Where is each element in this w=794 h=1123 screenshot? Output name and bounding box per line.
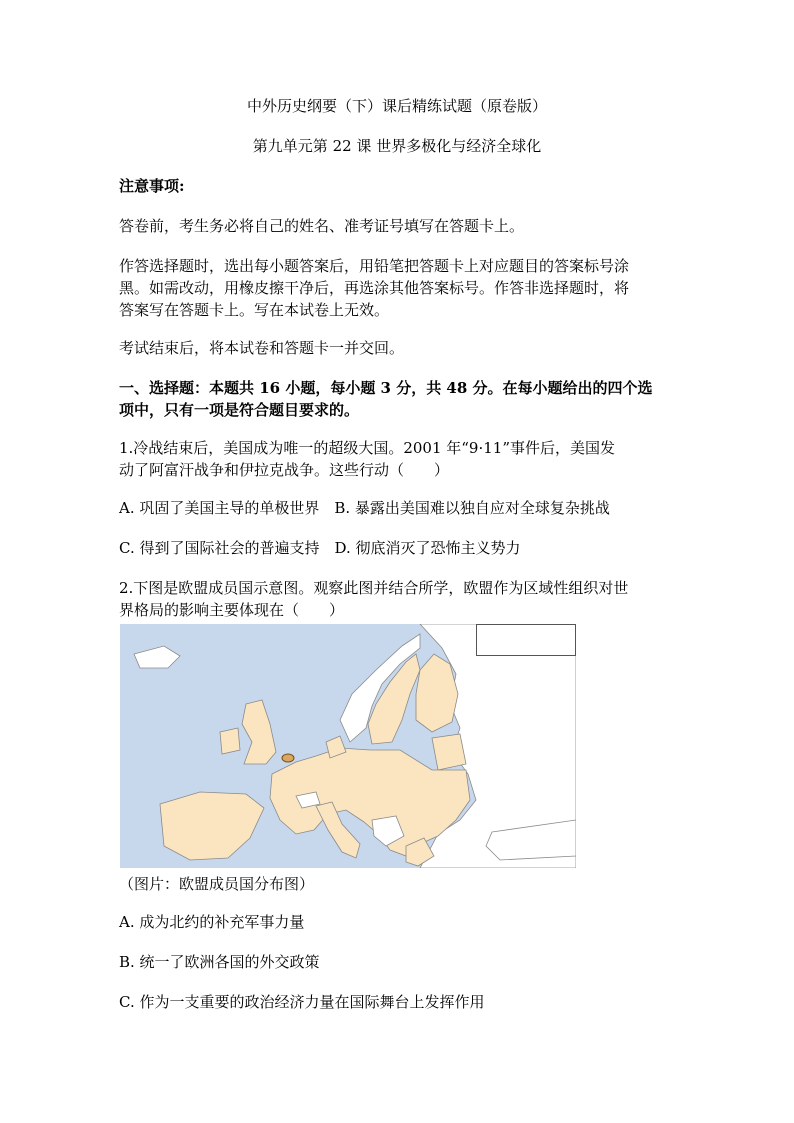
notice-item-2-line-1: 作答选择题时，选出每小题答案后，用铅笔把答题卡上对应题目的答案标号涂 [119,257,630,275]
notice-item-2-line-3: 答案写在答题卡上。写在本试卷上无效。 [119,301,390,319]
question-2-stem-line-1: 2.下图是欧盟成员国示意图。观察此图并结合所学，欧盟作为区域性组织对世 [119,579,629,597]
lesson-subtitle: 第九单元第 22 课 世界多极化与经济全球化 [252,137,542,155]
map-legend-box [476,624,576,656]
question-1-stem-line-2: 动了阿富汗战争和伊拉克战争。这些行动（ ） [119,461,450,479]
question-2-option-a: A. 成为北约的补充军事力量 [119,913,305,931]
question-2-option-b: B. 统一了欧洲各国的外交政策 [119,953,320,971]
notice-item-1: 答卷前，考生务必将自己的姓名、准考证号填写在答题卡上。 [119,217,525,235]
section-heading-line-1: 一、选择题：本题共 16 小题，每小题 3 分，共 48 分。在每小题给出的四个选 [119,379,653,397]
section-heading-line-2: 项中，只有一项是符合题目要求的。 [119,401,360,419]
question-2-stem-line-2: 界格局的影响主要体现在（ ） [119,601,345,619]
question-1-stem-line-1: 1.冷战结束后，美国成为唯一的超级大国。2001 年“9·11”事件后，美国发 [119,439,615,457]
brussels-marker [282,754,294,762]
question-1-options-a-b: A. 巩固了美国主导的单极世界 B. 暴露出美国难以独自应对全球复杂挑战 [119,499,610,517]
document-title: 中外历史纲要（下）课后精练试题（原卷版） [246,97,547,115]
question-2-option-c: C. 作为一支重要的政治经济力量在国际舞台上发挥作用 [119,993,485,1011]
map-caption: （图片：欧盟成员国分布图） [119,875,315,893]
eu-member-map [120,624,576,868]
question-1-options-c-d: C. 得到了国际社会的普遍支持 D. 彻底消灭了恐怖主义势力 [119,539,521,557]
notice-item-2-line-2: 黑。如需改动，用橡皮擦干净后，再选涂其他答案标号。作答非选择题时，将 [119,279,630,297]
eu-ireland [220,728,240,754]
eu-baltic-states [432,734,466,770]
notice-item-3: 考试结束后，将本试卷和答题卡一并交回。 [119,339,405,357]
notice-heading: 注意事项: [119,177,185,195]
